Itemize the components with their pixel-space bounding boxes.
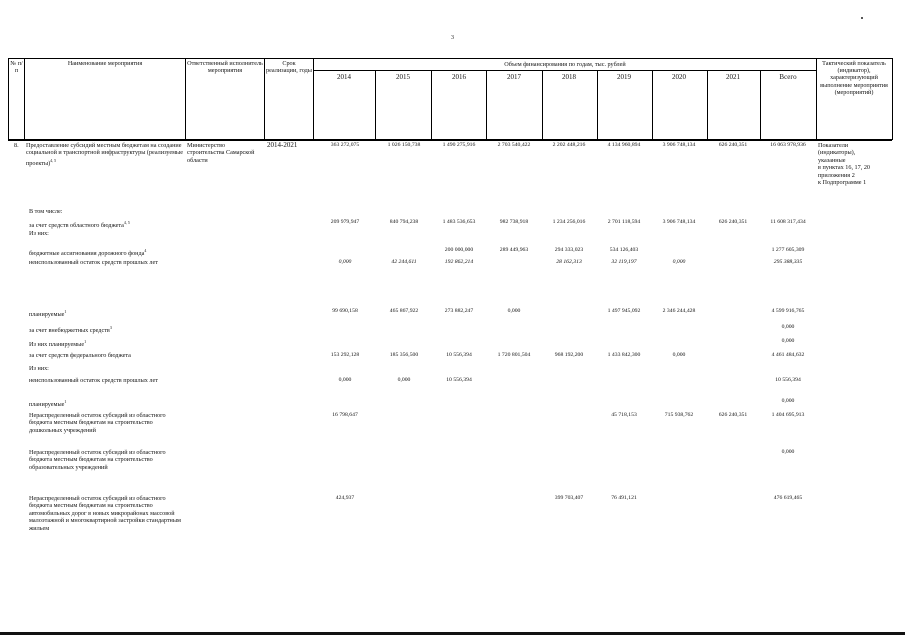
main-value-total: 16 063 978,936: [770, 142, 806, 148]
main-value-2015: 1 026 150,738: [387, 142, 421, 148]
row-label-text: за счет средств федерального бюджета: [29, 352, 131, 359]
row-value: 0,000: [397, 377, 411, 383]
row-value: 968 192,200: [554, 352, 584, 358]
row-value: 0,000: [781, 338, 795, 344]
main-row-name: [26, 142, 184, 167]
header-year-2019: 2019: [617, 73, 631, 81]
row-label: [29, 230, 181, 237]
row-label-footnote: 1: [64, 309, 67, 314]
row-label: [29, 308, 181, 318]
row-value: 0,000: [781, 449, 795, 455]
main-value-2014: 363 272,075: [330, 142, 360, 148]
header-indicator: Тактический показатель (индикатор), характеризующий выполнение мероприятия (мероприятий): [820, 60, 888, 96]
row-value: 0,000: [338, 377, 352, 383]
header-year-2016: 2016: [452, 73, 466, 81]
main-row-number: 8.: [14, 142, 19, 149]
row-value: 99 690,158: [332, 308, 358, 314]
scan-speck: [861, 17, 863, 19]
header-responsible: Ответственный исполнитель мероприятия: [187, 60, 263, 75]
main-row-name-footnote: 4, 5: [50, 157, 57, 163]
row-label-text: Из них:: [29, 230, 49, 237]
row-value: 209 979,947: [330, 219, 360, 225]
row-value: 2 346 244,428: [662, 308, 696, 314]
header-year-2014: 2014: [337, 73, 351, 81]
row-label-text: неиспользованный остаток средств прошлых лет: [29, 259, 158, 266]
header-year-2018: 2018: [562, 73, 576, 81]
row-value: 982 738,918: [499, 219, 529, 225]
row-value: 399 703,407: [554, 495, 584, 501]
row-value: 2 701 118,594: [607, 219, 641, 225]
header-total: Всего: [779, 73, 797, 81]
main-value-2021: 626 240,351: [718, 142, 748, 148]
row-label-footnote: 3: [109, 325, 112, 330]
row-label-text: бюджетные ассигнования дорожного фонда: [29, 250, 145, 258]
row-value: 465 867,922: [389, 308, 419, 314]
row-label: [29, 259, 181, 266]
row-label-footnote: 1: [84, 339, 87, 344]
header-number: № п/п: [10, 60, 23, 75]
main-indicator-line: приложения 2: [818, 171, 855, 179]
row-label: [29, 247, 181, 257]
row-value: 0,000: [672, 352, 686, 358]
row-value: 1 277 605,309: [771, 247, 805, 253]
row-label-text: Из них:: [29, 365, 49, 372]
row-value: 10 556,394: [446, 377, 472, 383]
row-label-text: за счет средств областного бюджета: [29, 222, 124, 230]
main-value-2017: 2 703 540,422: [497, 142, 531, 148]
row-value: 1 433 842,300: [607, 352, 641, 358]
main-indicator-line: (индикаторы),: [818, 149, 856, 157]
main-indicator-line: Показатели: [818, 142, 849, 149]
row-value: 289 449,963: [499, 247, 529, 253]
row-label: [29, 338, 181, 348]
row-value: 28 162,313: [556, 259, 582, 265]
row-label-text: Нераспределенный остаток субсидий из областного бюджета местным бюджетам на строительство автомобильных дорог в новых микрорайонах массовой малоэтажной и многоквартирной застройки стандартным жильем: [29, 495, 181, 532]
row-label: [29, 449, 181, 471]
row-value: 0,000: [781, 398, 795, 404]
row-value: 424,937: [335, 495, 355, 501]
row-label-text: Нераспределенный остаток субсидий из областного бюджета местным бюджетам на строительство дошкольных учреждений: [29, 412, 166, 434]
row-value: 42 244,611: [391, 259, 417, 265]
main-row-name-text: Предоставление субсидий местным бюджетам на создание социальной и транспортной инфраструктуры (реализуемые проекты): [26, 142, 183, 167]
row-value: 0,000: [507, 308, 521, 314]
row-value: 0,000: [672, 259, 686, 265]
row-label-text: Нераспределенный остаток субсидий из областного бюджета местным бюджетам на строительство образовательных учреждений: [29, 449, 166, 471]
main-row-term: 2014-2021: [267, 141, 298, 149]
row-value: 4 599 916,765: [771, 308, 805, 314]
row-label-text: Из них планируемые: [29, 341, 85, 349]
main-value-2019: 4 134 960,894: [607, 142, 641, 148]
row-value: 16 798,647: [332, 412, 358, 418]
main-indicator: [818, 142, 892, 186]
row-value: 626 240,351: [718, 219, 748, 225]
row-label-footnote: 1: [64, 399, 67, 404]
main-indicator-line: к Подпрограмме 1: [818, 179, 867, 187]
row-label-text: В том числе:: [29, 208, 63, 215]
row-label: [29, 398, 181, 408]
header-activity-name: Наименование мероприятия: [67, 60, 143, 67]
row-label-text: планируемые: [29, 401, 65, 409]
row-value: 10 556,394: [446, 352, 472, 358]
row-value: 1 720 801,504: [497, 352, 531, 358]
row-label: [29, 219, 181, 229]
row-value: 192 862,214: [444, 259, 474, 265]
main-indicator-line: в пунктах 16, 17, 20: [818, 164, 871, 172]
main-value-2020: 3 906 748,134: [662, 142, 696, 148]
main-row-responsible: Министерство строительства Самарской области: [187, 142, 255, 164]
row-value: 1 234 256,016: [552, 219, 586, 225]
row-label: [29, 495, 181, 532]
row-label: [29, 412, 181, 434]
page-number: 3: [451, 35, 454, 41]
page-bottom-border: [0, 632, 905, 635]
row-label: [29, 352, 181, 359]
row-value: 715 938,762: [664, 412, 694, 418]
row-label-text: неиспользованный остаток средств прошлых лет: [29, 377, 158, 384]
main-value-2016: 1 490 275,916: [442, 142, 476, 148]
row-value: 273 882,247: [444, 308, 474, 314]
row-value: 1 404 695,913: [771, 412, 805, 418]
main-value-2018: 2 202 448,216: [552, 142, 586, 148]
header-funding: Объем финансирования по годам, тыс. рублей: [504, 61, 626, 68]
header-year-2021: 2021: [726, 73, 740, 81]
row-label: [29, 324, 181, 334]
row-value: 840 794,238: [389, 219, 419, 225]
row-label: [29, 208, 181, 215]
row-value: 534 126,403: [609, 247, 639, 253]
row-label-text: планируемые: [29, 311, 65, 319]
row-label-footnote: 4, 5: [123, 220, 130, 225]
row-value: 45 718,153: [611, 412, 637, 418]
row-label-text: за счет внебюджетных средств: [29, 327, 110, 335]
main-indicator-line: указанные: [818, 156, 846, 164]
row-value: 294 333,023: [554, 247, 584, 253]
row-value: 476 619,465: [773, 495, 803, 501]
row-label: [29, 365, 181, 372]
header-year-2017: 2017: [507, 73, 521, 81]
row-value: 185 356,500: [389, 352, 419, 358]
row-label: [29, 377, 181, 384]
row-value: 153 292,128: [330, 352, 360, 358]
row-value: 3 906 748,134: [662, 219, 696, 225]
row-value: 1 483 536,653: [442, 219, 476, 225]
row-value: 4 461 484,632: [771, 352, 805, 358]
row-value: 1 497 945,092: [607, 308, 641, 314]
header-year-2020: 2020: [672, 73, 686, 81]
row-value: 626 240,351: [718, 412, 748, 418]
row-value: 11 608 317,434: [770, 219, 806, 225]
row-value: 0,000: [338, 259, 352, 265]
header-year-2015: 2015: [396, 73, 410, 81]
row-label-footnote: 4: [144, 248, 147, 253]
row-value: 32 119,197: [611, 259, 637, 265]
row-value: 0,000: [781, 324, 795, 330]
row-value: 295 388,335: [773, 259, 803, 265]
row-value: 76 491,121: [611, 495, 637, 501]
row-value: 10 556,394: [775, 377, 801, 383]
header-term: Срок реализации, годы: [266, 60, 312, 75]
row-value: 200 000,000: [444, 247, 474, 253]
